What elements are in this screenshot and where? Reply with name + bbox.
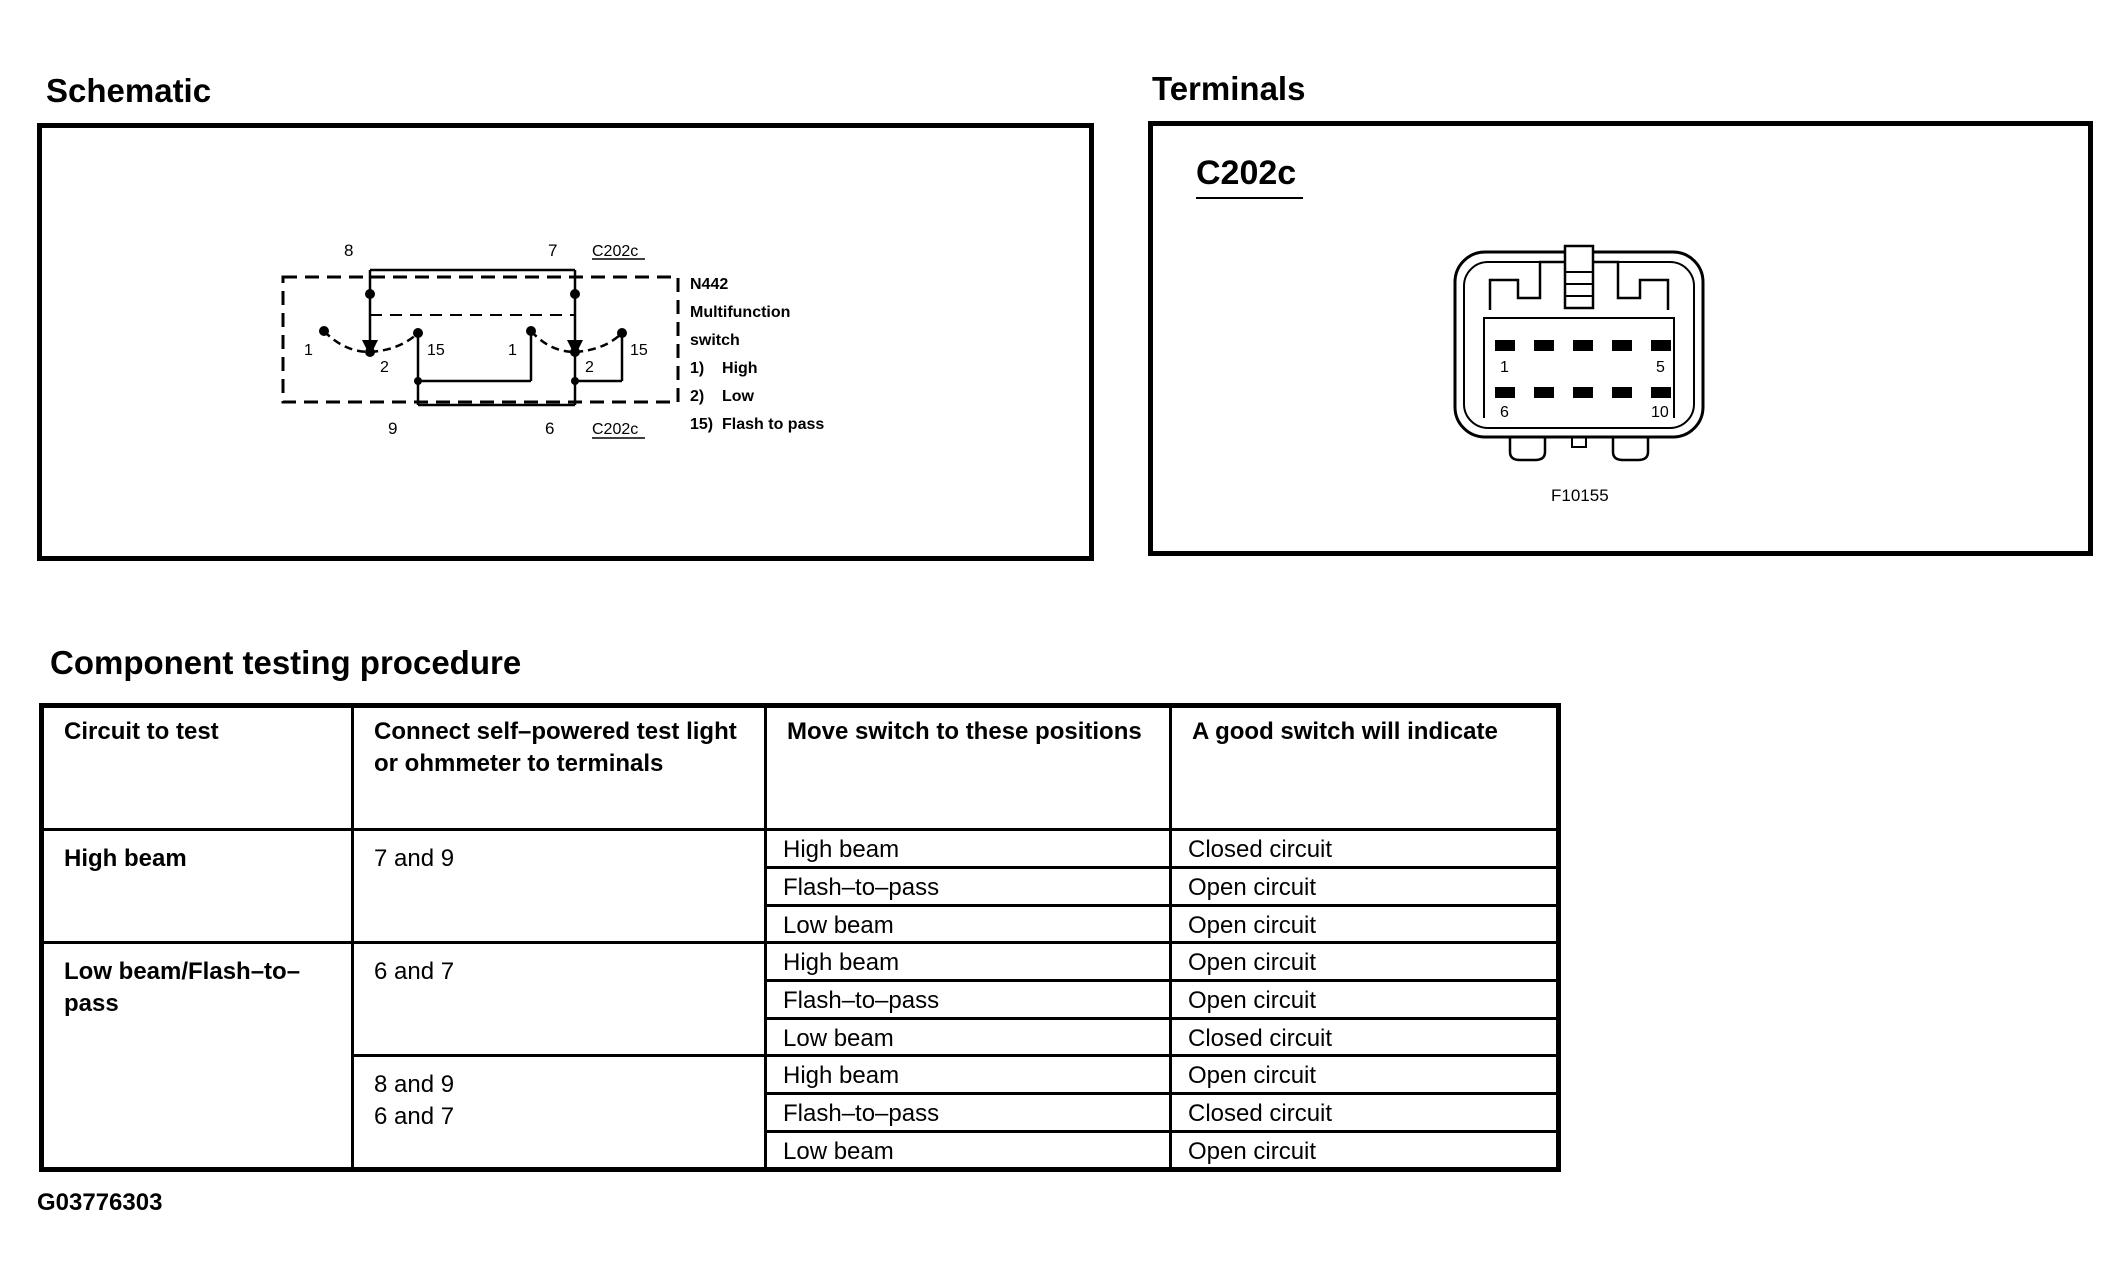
pin-8-label: 8 — [344, 241, 354, 260]
result-cell: Closed circuit — [1171, 1094, 1559, 1132]
legend-line1: Multifunction — [690, 304, 791, 321]
terminal-pin-1-label: 1 — [1500, 359, 1509, 376]
legend-low: 2) Low — [690, 388, 754, 405]
connector-inner-cavity — [1484, 318, 1674, 418]
terminal-cavity — [1495, 387, 1515, 398]
table-row — [42, 830, 1559, 868]
left-position-15: 15 — [427, 342, 445, 359]
connector-foot-left — [1510, 437, 1545, 460]
terminal-cavity — [1651, 387, 1671, 398]
terminal-cavity — [1534, 387, 1554, 398]
connector-name-label: C202c — [1196, 154, 1297, 192]
header-circuit: Circuit to test — [42, 706, 353, 830]
position-cell: Flash–to–pass — [766, 868, 1171, 906]
header-terminals: Connect self–powered test light or ohmmeter to terminals — [353, 706, 766, 830]
connector-bottom-label: C202c — [592, 421, 639, 438]
terminal-cavity — [1573, 387, 1593, 398]
legend-high: 1) High — [690, 360, 758, 377]
table-row — [42, 943, 1559, 981]
result-cell: Open circuit — [1171, 868, 1559, 906]
right-position-1: 1 — [508, 342, 517, 359]
header-positions: Move switch to these positions — [766, 706, 1171, 830]
terminals-heading: Terminals — [1152, 70, 1306, 107]
terminal-pin-5-label: 5 — [1656, 359, 1665, 376]
left-position-2: 2 — [380, 359, 389, 376]
terminal-cavity — [1612, 340, 1632, 351]
right-position-15: 15 — [630, 342, 648, 359]
result-cell: Open circuit — [1171, 943, 1559, 981]
position-cell: High beam — [766, 830, 1171, 868]
procedure-heading: Component testing procedure — [50, 644, 522, 681]
schematic-heading: Schematic — [46, 72, 212, 109]
left-position-1: 1 — [304, 342, 313, 359]
terminal-cavity — [1573, 340, 1593, 351]
result-cell: Open circuit — [1171, 981, 1559, 1019]
position-cell: Low beam — [766, 1132, 1171, 1170]
terminals-figure-code: F10155 — [1551, 486, 1609, 505]
terminal-cavity — [1495, 340, 1515, 351]
position-cell: Low beam — [766, 906, 1171, 943]
legend-flash: 15) Flash to pass — [690, 416, 825, 433]
terminals-cell — [353, 1056, 766, 1170]
terminal-pin-6-label: 6 — [1500, 404, 1509, 421]
terminal-cavity — [1612, 387, 1632, 398]
pin-9-label: 9 — [388, 419, 398, 438]
result-cell: Open circuit — [1171, 906, 1559, 943]
terminal-pin-10-label: 10 — [1651, 404, 1669, 421]
position-cell: High beam — [766, 943, 1171, 981]
terminals-value: 6 and 7 — [374, 1103, 455, 1130]
procedure-header-row — [42, 706, 1559, 830]
terminals-value: 6 and 7 — [374, 958, 455, 985]
procedure-table — [39, 703, 1561, 1172]
header-indication: A good switch will indicate — [1171, 706, 1559, 830]
terminals-cell — [353, 830, 766, 943]
legend-code: N442 — [690, 276, 729, 293]
pin-7-label: 7 — [548, 241, 558, 260]
terminal-cavity — [1534, 340, 1554, 351]
legend-line2: switch — [690, 332, 740, 349]
result-cell: Open circuit — [1171, 1056, 1559, 1094]
result-cell: Closed circuit — [1171, 830, 1559, 868]
terminal-cavity — [1651, 340, 1671, 351]
connector-foot-right — [1613, 437, 1648, 460]
pin-6-label: 6 — [545, 419, 555, 438]
result-cell: Open circuit — [1171, 1132, 1559, 1170]
position-cell: Flash–to–pass — [766, 1094, 1171, 1132]
connector-top-label: C202c — [592, 243, 639, 260]
terminals-value: 8 and 9 — [374, 1071, 455, 1098]
circuit-cell: High beam — [42, 830, 353, 943]
connector-latch — [1565, 246, 1593, 308]
figure-id: G03776303 — [37, 1189, 163, 1216]
position-cell: Low beam — [766, 1019, 1171, 1056]
circuit-cell: Low beam/Flash–to–pass — [42, 943, 353, 1170]
result-cell: Closed circuit — [1171, 1019, 1559, 1056]
right-position-2: 2 — [585, 359, 594, 376]
position-cell: Flash–to–pass — [766, 981, 1171, 1019]
position-cell: High beam — [766, 1056, 1171, 1094]
terminals-value: 7 and 9 — [374, 845, 455, 872]
terminals-cell — [353, 943, 766, 1056]
